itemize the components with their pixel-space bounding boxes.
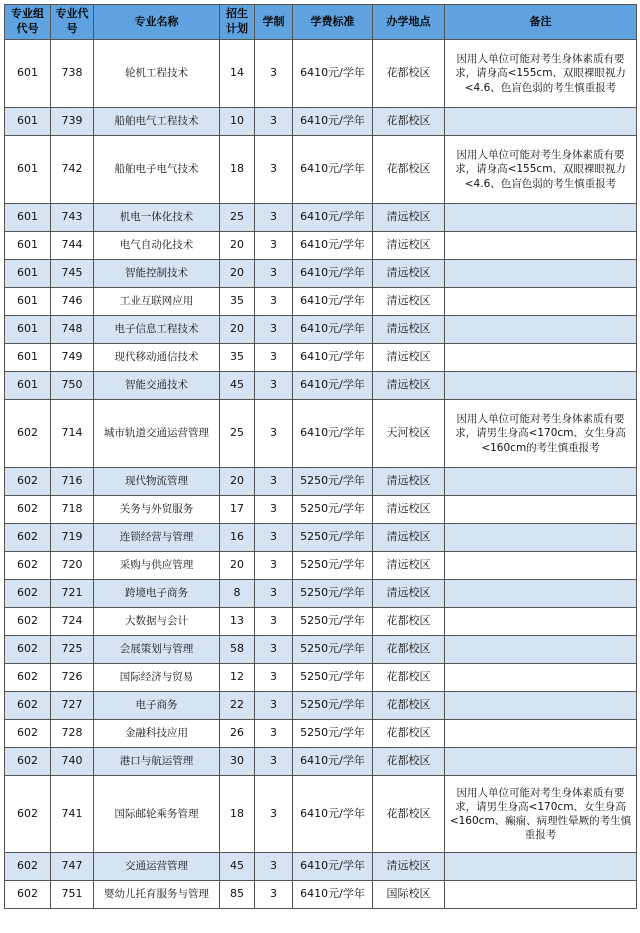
campus-cell: 花都校区 — [373, 776, 445, 853]
fee-cell: 6410元/学年 — [293, 204, 373, 232]
plan-count-cell: 25 — [220, 204, 255, 232]
fee-cell: 5250元/学年 — [293, 664, 373, 692]
fee-cell: 5250元/学年 — [293, 692, 373, 720]
major-name-cell: 智能交通技术 — [94, 372, 220, 400]
years-cell: 3 — [255, 372, 293, 400]
campus-cell: 清远校区 — [373, 232, 445, 260]
table-row — [5, 720, 637, 748]
campus-cell: 天河校区 — [373, 400, 445, 468]
campus-cell: 花都校区 — [373, 108, 445, 136]
major-name-cell: 轮机工程技术 — [94, 40, 220, 108]
header-years: 学制 — [255, 5, 293, 40]
table-row — [5, 636, 637, 664]
table-row — [5, 204, 637, 232]
major-name-cell: 采购与供应管理 — [94, 552, 220, 580]
plan-count-cell: 20 — [220, 260, 255, 288]
group-code-cell: 601 — [5, 136, 51, 204]
table-row — [5, 136, 637, 204]
table-row — [5, 468, 637, 496]
plan-count-cell: 30 — [220, 748, 255, 776]
plan-count-cell: 25 — [220, 400, 255, 468]
major-code-cell: 751 — [51, 881, 94, 909]
plan-count-cell: 20 — [220, 232, 255, 260]
group-code-cell: 601 — [5, 372, 51, 400]
campus-cell: 清远校区 — [373, 316, 445, 344]
group-code-cell: 602 — [5, 692, 51, 720]
campus-cell: 清远校区 — [373, 524, 445, 552]
note-cell — [445, 664, 637, 692]
major-code-cell: 728 — [51, 720, 94, 748]
table-row — [5, 748, 637, 776]
group-code-cell: 602 — [5, 552, 51, 580]
campus-cell: 花都校区 — [373, 748, 445, 776]
group-code-cell: 601 — [5, 204, 51, 232]
fee-cell: 6410元/学年 — [293, 881, 373, 909]
major-name-cell: 国际邮轮乘务管理 — [94, 776, 220, 853]
major-code-cell: 744 — [51, 232, 94, 260]
major-code-cell: 742 — [51, 136, 94, 204]
group-code-cell: 601 — [5, 344, 51, 372]
note-cell — [445, 316, 637, 344]
major-code-cell: 738 — [51, 40, 94, 108]
table-row — [5, 552, 637, 580]
years-cell: 3 — [255, 608, 293, 636]
fee-cell: 5250元/学年 — [293, 636, 373, 664]
group-code-cell: 601 — [5, 316, 51, 344]
campus-cell: 花都校区 — [373, 608, 445, 636]
major-name-cell: 船舶电子电气技术 — [94, 136, 220, 204]
major-name-cell: 现代物流管理 — [94, 468, 220, 496]
table-row — [5, 40, 637, 108]
plan-count-cell: 8 — [220, 580, 255, 608]
fee-cell: 6410元/学年 — [293, 136, 373, 204]
campus-cell: 清远校区 — [373, 260, 445, 288]
years-cell: 3 — [255, 204, 293, 232]
fee-cell: 6410元/学年 — [293, 40, 373, 108]
fee-cell: 6410元/学年 — [293, 776, 373, 853]
note-cell — [445, 288, 637, 316]
table-row — [5, 664, 637, 692]
note-cell: 因用人单位可能对考生身体素质有要求，请男生身高<170cm、女生身高<160cm、癫痫、病理性晕厥的考生慎重报考 — [445, 776, 637, 853]
table-row — [5, 524, 637, 552]
fee-cell: 6410元/学年 — [293, 288, 373, 316]
years-cell: 3 — [255, 316, 293, 344]
years-cell: 3 — [255, 496, 293, 524]
plan-count-cell: 35 — [220, 288, 255, 316]
major-name-cell: 金融科技应用 — [94, 720, 220, 748]
table-body — [5, 40, 637, 909]
major-code-cell: 750 — [51, 372, 94, 400]
group-code-cell: 601 — [5, 260, 51, 288]
major-name-cell: 婴幼儿托育服务与管理 — [94, 881, 220, 909]
fee-cell: 5250元/学年 — [293, 580, 373, 608]
campus-cell: 清远校区 — [373, 580, 445, 608]
campus-cell: 清远校区 — [373, 288, 445, 316]
table-row — [5, 372, 637, 400]
group-code-cell: 602 — [5, 580, 51, 608]
group-code-cell: 601 — [5, 288, 51, 316]
header-fee: 学费标准 — [293, 5, 373, 40]
group-code-cell: 602 — [5, 400, 51, 468]
years-cell: 3 — [255, 776, 293, 853]
table-row — [5, 316, 637, 344]
note-cell — [445, 692, 637, 720]
years-cell: 3 — [255, 692, 293, 720]
years-cell: 3 — [255, 232, 293, 260]
major-code-cell: 719 — [51, 524, 94, 552]
note-cell — [445, 720, 637, 748]
major-code-cell: 716 — [51, 468, 94, 496]
major-name-cell: 港口与航运管理 — [94, 748, 220, 776]
plan-count-cell: 10 — [220, 108, 255, 136]
enrollment-plan-table — [4, 4, 637, 909]
note-cell — [445, 748, 637, 776]
campus-cell: 花都校区 — [373, 664, 445, 692]
table-row — [5, 776, 637, 853]
major-name-cell: 电气自动化技术 — [94, 232, 220, 260]
campus-cell: 花都校区 — [373, 692, 445, 720]
table-row — [5, 344, 637, 372]
note-cell — [445, 881, 637, 909]
campus-cell: 清远校区 — [373, 344, 445, 372]
major-code-cell: 748 — [51, 316, 94, 344]
note-cell — [445, 853, 637, 881]
table-row — [5, 496, 637, 524]
header-row — [5, 5, 637, 40]
major-name-cell: 跨境电子商务 — [94, 580, 220, 608]
major-code-cell: 745 — [51, 260, 94, 288]
campus-cell: 清远校区 — [373, 372, 445, 400]
note-cell: 因用人单位可能对考生身体素质有要求，请身高<155cm、双眼裸眼视力<4.6、色盲色弱的考生慎重报考 — [445, 136, 637, 204]
table-row — [5, 853, 637, 881]
group-code-cell: 602 — [5, 468, 51, 496]
group-code-cell: 602 — [5, 748, 51, 776]
years-cell: 3 — [255, 108, 293, 136]
major-name-cell: 大数据与会计 — [94, 608, 220, 636]
note-cell — [445, 232, 637, 260]
note-cell — [445, 260, 637, 288]
note-cell — [445, 204, 637, 232]
years-cell: 3 — [255, 524, 293, 552]
major-code-cell: 749 — [51, 344, 94, 372]
major-code-cell: 714 — [51, 400, 94, 468]
major-code-cell: 726 — [51, 664, 94, 692]
major-code-cell: 741 — [51, 776, 94, 853]
header-major-code: 专业代号 — [51, 5, 94, 40]
header-plan: 招生计划 — [220, 5, 255, 40]
plan-count-cell: 20 — [220, 468, 255, 496]
campus-cell: 花都校区 — [373, 40, 445, 108]
years-cell: 3 — [255, 720, 293, 748]
group-code-cell: 602 — [5, 636, 51, 664]
plan-count-cell: 20 — [220, 316, 255, 344]
note-cell — [445, 496, 637, 524]
plan-count-cell: 12 — [220, 664, 255, 692]
major-code-cell: 746 — [51, 288, 94, 316]
years-cell: 3 — [255, 552, 293, 580]
fee-cell: 6410元/学年 — [293, 748, 373, 776]
major-code-cell: 721 — [51, 580, 94, 608]
major-code-cell: 725 — [51, 636, 94, 664]
years-cell: 3 — [255, 400, 293, 468]
fee-cell: 6410元/学年 — [293, 108, 373, 136]
fee-cell: 5250元/学年 — [293, 524, 373, 552]
plan-count-cell: 13 — [220, 608, 255, 636]
plan-count-cell: 22 — [220, 692, 255, 720]
plan-count-cell: 45 — [220, 853, 255, 881]
years-cell: 3 — [255, 853, 293, 881]
major-name-cell: 国际经济与贸易 — [94, 664, 220, 692]
header-group-code: 专业组代号 — [5, 5, 51, 40]
campus-cell: 清远校区 — [373, 853, 445, 881]
campus-cell: 清远校区 — [373, 496, 445, 524]
major-name-cell: 智能控制技术 — [94, 260, 220, 288]
note-cell — [445, 344, 637, 372]
major-name-cell: 城市轨道交通运营管理 — [94, 400, 220, 468]
campus-cell: 花都校区 — [373, 136, 445, 204]
header-major-name: 专业名称 — [94, 5, 220, 40]
years-cell: 3 — [255, 664, 293, 692]
table-row — [5, 608, 637, 636]
campus-cell: 清远校区 — [373, 204, 445, 232]
plan-count-cell: 26 — [220, 720, 255, 748]
plan-count-cell: 85 — [220, 881, 255, 909]
major-name-cell: 交通运营管理 — [94, 853, 220, 881]
note-cell — [445, 608, 637, 636]
campus-cell: 花都校区 — [373, 720, 445, 748]
major-name-cell: 会展策划与管理 — [94, 636, 220, 664]
fee-cell: 5250元/学年 — [293, 468, 373, 496]
group-code-cell: 602 — [5, 881, 51, 909]
plan-count-cell: 45 — [220, 372, 255, 400]
plan-count-cell: 18 — [220, 136, 255, 204]
major-name-cell: 关务与外贸服务 — [94, 496, 220, 524]
fee-cell: 5250元/学年 — [293, 552, 373, 580]
note-cell — [445, 580, 637, 608]
group-code-cell: 602 — [5, 496, 51, 524]
group-code-cell: 601 — [5, 108, 51, 136]
years-cell: 3 — [255, 344, 293, 372]
major-name-cell: 连锁经营与管理 — [94, 524, 220, 552]
table-row — [5, 881, 637, 909]
group-code-cell: 602 — [5, 608, 51, 636]
group-code-cell: 602 — [5, 664, 51, 692]
major-code-cell: 747 — [51, 853, 94, 881]
major-code-cell: 743 — [51, 204, 94, 232]
major-name-cell: 现代移动通信技术 — [94, 344, 220, 372]
major-code-cell: 718 — [51, 496, 94, 524]
major-name-cell: 船舶电气工程技术 — [94, 108, 220, 136]
group-code-cell: 602 — [5, 524, 51, 552]
major-name-cell: 电子商务 — [94, 692, 220, 720]
plan-count-cell: 35 — [220, 344, 255, 372]
fee-cell: 5250元/学年 — [293, 720, 373, 748]
group-code-cell: 601 — [5, 40, 51, 108]
fee-cell: 6410元/学年 — [293, 372, 373, 400]
note-cell — [445, 468, 637, 496]
note-cell: 因用人单位可能对考生身体素质有要求，请男生身高<170cm、女生身高<160cm的考生慎重报考 — [445, 400, 637, 468]
years-cell: 3 — [255, 636, 293, 664]
major-name-cell: 机电一体化技术 — [94, 204, 220, 232]
note-cell: 因用人单位可能对考生身体素质有要求，请身高<155cm、双眼裸眼视力<4.6、色盲色弱的考生慎重报考 — [445, 40, 637, 108]
group-code-cell: 602 — [5, 720, 51, 748]
years-cell: 3 — [255, 40, 293, 108]
table-row — [5, 692, 637, 720]
fee-cell: 6410元/学年 — [293, 260, 373, 288]
table-row — [5, 108, 637, 136]
plan-count-cell: 18 — [220, 776, 255, 853]
years-cell: 3 — [255, 136, 293, 204]
note-cell — [445, 372, 637, 400]
plan-count-cell: 20 — [220, 552, 255, 580]
major-name-cell: 电子信息工程技术 — [94, 316, 220, 344]
group-code-cell: 602 — [5, 776, 51, 853]
table-row — [5, 260, 637, 288]
group-code-cell: 601 — [5, 232, 51, 260]
header-note: 备注 — [445, 5, 637, 40]
major-code-cell: 720 — [51, 552, 94, 580]
table-row — [5, 288, 637, 316]
note-cell — [445, 552, 637, 580]
plan-count-cell: 14 — [220, 40, 255, 108]
fee-cell: 5250元/学年 — [293, 496, 373, 524]
years-cell: 3 — [255, 748, 293, 776]
table-row — [5, 400, 637, 468]
table-row — [5, 580, 637, 608]
plan-count-cell: 58 — [220, 636, 255, 664]
plan-count-cell: 17 — [220, 496, 255, 524]
major-code-cell: 739 — [51, 108, 94, 136]
note-cell — [445, 636, 637, 664]
fee-cell: 6410元/学年 — [293, 344, 373, 372]
fee-cell: 6410元/学年 — [293, 400, 373, 468]
fee-cell: 6410元/学年 — [293, 853, 373, 881]
campus-cell: 花都校区 — [373, 636, 445, 664]
note-cell — [445, 108, 637, 136]
fee-cell: 6410元/学年 — [293, 316, 373, 344]
major-name-cell: 工业互联网应用 — [94, 288, 220, 316]
years-cell: 3 — [255, 260, 293, 288]
years-cell: 3 — [255, 580, 293, 608]
campus-cell: 国际校区 — [373, 881, 445, 909]
campus-cell: 清远校区 — [373, 552, 445, 580]
years-cell: 3 — [255, 468, 293, 496]
table-row — [5, 232, 637, 260]
fee-cell: 6410元/学年 — [293, 232, 373, 260]
fee-cell: 5250元/学年 — [293, 608, 373, 636]
group-code-cell: 602 — [5, 853, 51, 881]
plan-count-cell: 16 — [220, 524, 255, 552]
major-code-cell: 740 — [51, 748, 94, 776]
major-code-cell: 724 — [51, 608, 94, 636]
major-code-cell: 727 — [51, 692, 94, 720]
header-campus: 办学地点 — [373, 5, 445, 40]
campus-cell: 清远校区 — [373, 468, 445, 496]
note-cell — [445, 524, 637, 552]
years-cell: 3 — [255, 881, 293, 909]
years-cell: 3 — [255, 288, 293, 316]
